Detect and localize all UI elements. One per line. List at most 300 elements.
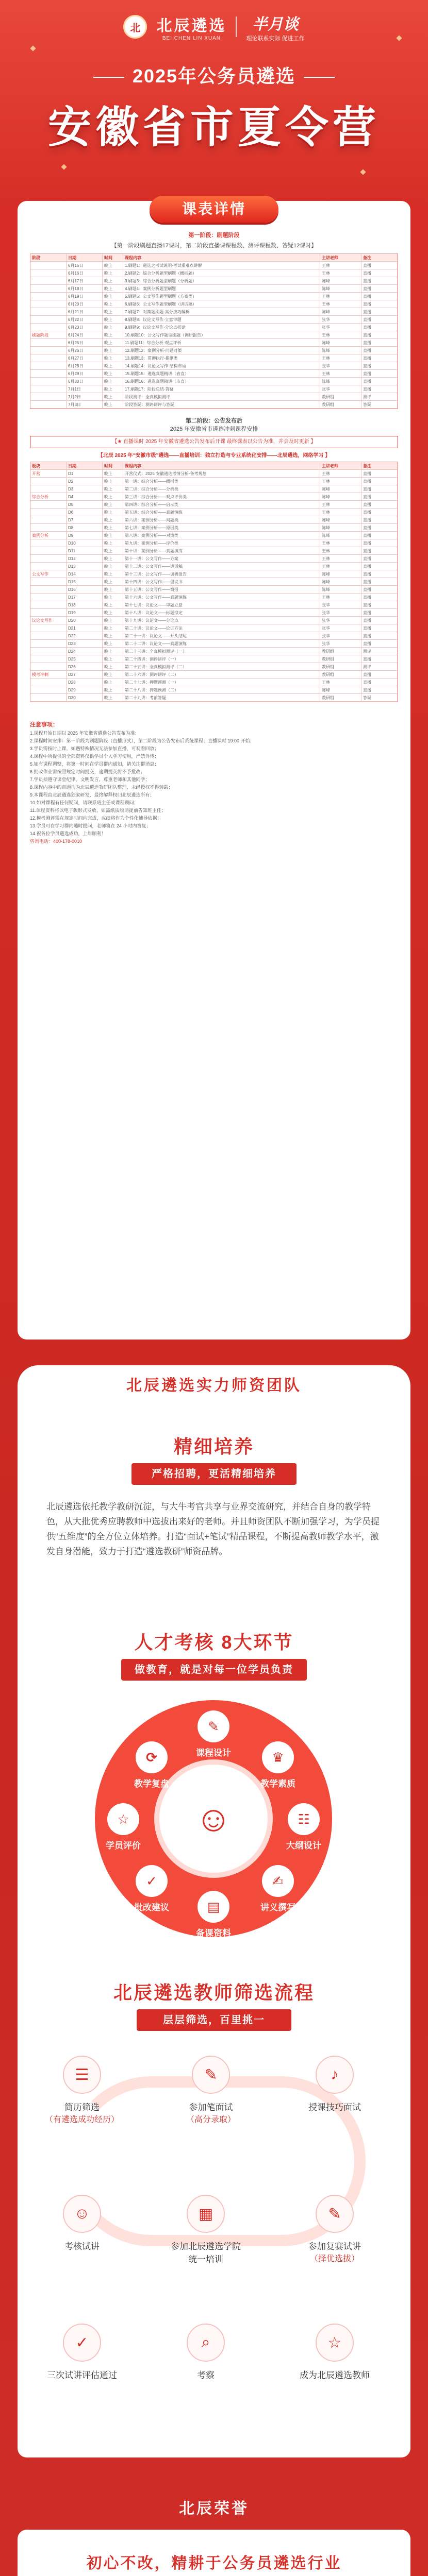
table-cell: 6月15日 — [67, 262, 103, 269]
table-cell — [30, 354, 67, 362]
table-header — [30, 462, 398, 470]
table-cell: 直播 — [361, 601, 398, 608]
note-line: 6.批改作业需按照规定时间提交，逾期提交将不予批改； — [30, 769, 145, 774]
table-row — [30, 648, 398, 655]
table-cell: 晚上 — [103, 316, 123, 323]
table-cell: 6月29日 — [67, 370, 103, 377]
table-cell: D21 — [67, 624, 103, 632]
flow-step — [296, 2056, 373, 2113]
table-row — [30, 655, 398, 663]
table-cell: 张华 — [320, 362, 361, 369]
table-cell — [30, 648, 67, 655]
step-title: 三次试讲评估通过 — [47, 2370, 117, 2380]
step-title: 授课技巧面试 — [308, 2103, 361, 2112]
table-cell: 晚上 — [103, 532, 123, 539]
table-cell: 直播 — [361, 262, 398, 269]
note-line: 5.如有课程调整，将第一时间在学员群内通知，请关注群消息； — [30, 761, 159, 767]
table-cell: D10 — [67, 539, 103, 547]
mascot-icon: ☺ — [154, 1759, 273, 1878]
table-cell: D19 — [67, 609, 103, 616]
table-cell: 晚上 — [103, 300, 123, 308]
table-cell: 测评 — [361, 393, 398, 400]
table-cell: 张华 — [320, 632, 361, 639]
table-cell: 阶段测评：全真模拟测评 — [123, 393, 320, 400]
note-line: 13.学员可在学习群内随时提问，老师将在 24 小时内答复； — [30, 823, 151, 828]
assessment-label: 批改建议 — [134, 1903, 169, 1912]
table-cell: 第二十四讲：测评讲评（一） — [123, 655, 320, 663]
table-cell: 晚上 — [103, 617, 123, 624]
table-cell: 张华 — [320, 316, 361, 323]
table-cell: 教研组 — [320, 401, 361, 408]
assessment-icon: ✓ — [136, 1865, 168, 1897]
table-cell: 第二十七讲：押题预测（一） — [123, 679, 320, 686]
table-cell: 晚上 — [103, 578, 123, 585]
table-cell — [30, 401, 67, 408]
table-row — [30, 393, 398, 401]
table-cell: 6月28日 — [67, 362, 103, 369]
table-cell: 第十六讲：公文写作——真题演练 — [123, 594, 320, 601]
table-cell: 案例分析 — [30, 532, 67, 539]
table-row — [30, 300, 398, 308]
table-row — [30, 624, 398, 632]
table-cell: 陈峰 — [320, 285, 361, 292]
table-row — [30, 532, 398, 539]
table-cell: 晚上 — [103, 609, 123, 616]
table-row — [30, 694, 398, 702]
assessment-icon: ☷ — [288, 1803, 320, 1835]
table-row — [30, 401, 398, 409]
table-cell: 6月18日 — [67, 285, 103, 292]
table-cell — [30, 285, 67, 292]
table-cell — [30, 539, 67, 547]
table-cell: 答疑 — [361, 694, 398, 701]
table-cell: 直播 — [361, 308, 398, 315]
divider — [236, 16, 237, 37]
column-header: 时间 — [103, 254, 123, 261]
assessment-item — [185, 1891, 242, 1939]
table-cell: 6月19日 — [67, 293, 103, 300]
table-cell: 直播 — [361, 470, 398, 477]
table-cell: D7 — [67, 516, 103, 523]
team-card — [18, 1406, 410, 2458]
table-cell: 第二讲：综合分析——分析类 — [123, 485, 320, 493]
table-row — [30, 262, 398, 269]
table-row — [30, 663, 398, 671]
table-cell: 直播 — [361, 655, 398, 663]
table-cell: 王林 — [320, 262, 361, 269]
table-row — [30, 362, 398, 370]
table-cell: D6 — [67, 509, 103, 516]
table-cell: 直播 — [361, 354, 398, 362]
flow-band: 层层筛选，百里挑一 — [137, 2009, 291, 2031]
table-cell: D24 — [67, 648, 103, 655]
stage2-subtitle: 2025 年安徽省市遴选冲刺课程安排 — [170, 426, 258, 432]
table-cell: 直播 — [361, 478, 398, 485]
course-pill: 课表详情 — [150, 196, 278, 223]
table-cell: 直播 — [361, 316, 398, 323]
table-cell: 直播 — [361, 300, 398, 308]
table-cell: 第八讲：案例分析——对策类 — [123, 532, 320, 539]
table-cell: 第二十八讲：押题预测（二） — [123, 686, 320, 693]
table-cell: 第十七讲：议论文——审题立意 — [123, 601, 320, 608]
table-cell: 晚上 — [103, 293, 123, 300]
table-cell — [30, 601, 67, 608]
table-row — [30, 308, 398, 316]
table-cell: 第十八讲：议论文——标题拟定 — [123, 609, 320, 616]
table-cell — [30, 347, 67, 354]
table-row — [30, 617, 398, 624]
table-cell: 直播 — [361, 632, 398, 639]
table-cell: 直播 — [361, 285, 398, 292]
assessment-item — [95, 1803, 152, 1851]
table-cell: D29 — [67, 686, 103, 693]
table-cell — [30, 262, 67, 269]
table-row — [30, 686, 398, 694]
table-cell — [30, 640, 67, 647]
table-cell: 直播 — [361, 524, 398, 531]
table-row — [30, 578, 398, 586]
note-line: 9.本课程由北辰遴选独家研发，最终解释权归北辰遴选所有； — [30, 792, 155, 798]
table-cell: 第十一讲：公文写作——方案 — [123, 555, 320, 562]
table-cell: 张华 — [320, 601, 361, 608]
table-cell: 17.刷题17：阶段总结·答疑 — [123, 385, 320, 393]
table-cell: 直播 — [361, 485, 398, 493]
table-cell: 晚上 — [103, 262, 123, 269]
table-cell — [30, 509, 67, 516]
table-cell — [30, 547, 67, 554]
table-row — [30, 547, 398, 555]
table-cell: 教研组 — [320, 655, 361, 663]
note-line: 7.学员须遵守课堂纪律，文明发言，尊重老师和其他同学； — [30, 777, 150, 782]
table-cell: 晚上 — [103, 524, 123, 531]
table-cell — [30, 563, 67, 570]
table-cell: 王林 — [320, 354, 361, 362]
table-cell: 6月21日 — [67, 308, 103, 315]
table-cell: 直播 — [361, 324, 398, 331]
table-cell — [30, 624, 67, 632]
assessment-item — [275, 1803, 332, 1851]
step-icon: ✎ — [192, 2056, 230, 2094]
table-row — [30, 570, 398, 578]
assessment-icon: ✍ — [262, 1865, 294, 1897]
table-cell: 13.刷题13：贯彻执行·提纲类 — [123, 354, 320, 362]
table-cell — [30, 632, 67, 639]
talent-band: 做教育，就是对每一位学员负责 — [121, 1659, 307, 1681]
table-cell: 第二十一讲：议论文——开头结尾 — [123, 632, 320, 639]
table-cell: 晚上 — [103, 509, 123, 516]
table-cell: D28 — [67, 679, 103, 686]
notice-line-1: 【★ 直播课时 2025 年安徽省遴选公告发布后开课 最终课表以公告为准，并会及时更新 】 — [112, 439, 316, 445]
table-cell — [30, 478, 67, 485]
assessment-icon: ♛ — [262, 1741, 294, 1773]
notice-box — [30, 436, 398, 448]
table-cell: 3.刷题3：综合分析题型刷题（分析题） — [123, 277, 320, 284]
table-cell: D5 — [67, 501, 103, 508]
table-cell: 王林 — [320, 269, 361, 277]
flow-step — [43, 2324, 121, 2381]
table-cell: D23 — [67, 640, 103, 647]
table-cell — [30, 378, 67, 385]
table-cell: 晚上 — [103, 378, 123, 385]
table-cell: 王林 — [320, 594, 361, 601]
table-cell: 张华 — [320, 324, 361, 331]
table-row — [30, 285, 398, 293]
build-paragraph: 北辰遴选依托教学教研沉淀，与大牛考官共享与业界交流研究，并结合自身的教学特色，从大批优秀应聘教师中选拔出来好的老师。并且师资团队不断加强学习，为学员提供“五维度”的全方位立体培养。打造“面试+笔试”精品课程，不断提高教师教学水平，激发自身潜能，致力于打造“遴选教研”师资品牌。 — [46, 1502, 380, 1556]
table-row — [30, 324, 398, 331]
notice-line-2: 【北辰 2025 年“安徽市级”遴选——直播培训：独立打造与专业系统化安排——北辰遴选，网络学习 】 — [97, 453, 331, 459]
assessment-item — [123, 1865, 180, 1913]
table-cell: 晚上 — [103, 362, 123, 369]
table-cell: 晚上 — [103, 339, 123, 346]
table-cell: 直播 — [361, 339, 398, 346]
table-cell: 晚上 — [103, 516, 123, 523]
table-row — [30, 501, 398, 509]
flow-step — [43, 2056, 121, 2125]
flow-step — [296, 2324, 373, 2381]
table-cell: 直播 — [361, 269, 398, 277]
table-cell: 晚上 — [103, 655, 123, 663]
column-header: 主讲老师 — [320, 254, 361, 261]
table-cell: 直播 — [361, 331, 398, 338]
table-cell: 6月23日 — [67, 324, 103, 331]
table-cell: 陈峰 — [320, 339, 361, 346]
table-cell: 第十五讲：公文写作——简报 — [123, 586, 320, 593]
table-cell: 10.刷题10：公文写作题型刷题（调研报告） — [123, 331, 320, 338]
assessment-item — [250, 1741, 306, 1789]
table-cell: 王林 — [320, 300, 361, 308]
table-row — [30, 385, 398, 393]
table-cell: 晚上 — [103, 601, 123, 608]
table-cell — [30, 316, 67, 323]
table-cell: 刷题阶段 — [30, 331, 67, 338]
table-cell: 第九讲：案例分析——评价类 — [123, 539, 320, 547]
table-cell — [30, 516, 67, 523]
table-cell: 9.刷题9：议论文写作·分论点搭建 — [123, 324, 320, 331]
table-cell — [30, 362, 67, 369]
table-cell: 晚上 — [103, 470, 123, 477]
table-cell: 7.刷题7：对策题刷题·高分技巧解析 — [123, 308, 320, 315]
table-cell: 王林 — [320, 501, 361, 508]
table-cell — [30, 679, 67, 686]
step-title: 参加笔面试 — [189, 2103, 233, 2112]
table-row — [30, 478, 398, 485]
assessment-label: 大纲设计 — [286, 1841, 321, 1851]
step-icon: ☆ — [316, 2324, 354, 2362]
table-row — [30, 601, 398, 609]
notes-title: 注意事项： — [30, 722, 58, 728]
table-cell: 第二十二讲：议论文——真题演练 — [123, 640, 320, 647]
table-cell: D22 — [67, 632, 103, 639]
table-row — [30, 609, 398, 617]
table-row — [30, 354, 398, 362]
table-cell: 晚上 — [103, 493, 123, 500]
table-row — [30, 516, 398, 524]
table-cell — [30, 370, 67, 377]
column-header: 板块 — [30, 462, 67, 469]
notes-block — [30, 721, 398, 845]
table-cell: 6月25日 — [67, 339, 103, 346]
table-row — [30, 640, 398, 648]
table-cell — [30, 578, 67, 585]
table-cell: D3 — [67, 485, 103, 493]
table-cell: 直播 — [361, 532, 398, 539]
table-cell: 直播 — [361, 555, 398, 562]
step-title: 参加复赛试讲 — [308, 2242, 361, 2251]
step-title: 考察 — [197, 2370, 215, 2380]
table-cell: 第十四讲：公文写作——倡议书 — [123, 578, 320, 585]
table-cell: D8 — [67, 524, 103, 531]
table-cell: 张华 — [320, 385, 361, 393]
table-row — [30, 555, 398, 563]
table-row — [30, 470, 398, 478]
table-cell: D30 — [67, 694, 103, 701]
assessment-item — [250, 1865, 306, 1913]
table-cell — [30, 269, 67, 277]
table-row — [30, 679, 398, 686]
table-cell: 答疑 — [361, 401, 398, 408]
camp-title: 安徽省市夏令营 — [47, 103, 380, 151]
schedule-table-2 — [30, 462, 398, 702]
talent-heading: 人才考核 8大环节 — [134, 1632, 294, 1653]
table-row — [30, 632, 398, 640]
table-cell: 晚上 — [103, 663, 123, 670]
table-cell: 第二十九讲：考前答疑 — [123, 694, 320, 701]
partner-subtitle: 理论联系实际 促进工作 — [246, 36, 305, 42]
table-row — [30, 539, 398, 547]
table-row — [30, 331, 398, 339]
table-cell: 晚上 — [103, 285, 123, 292]
table-cell: 7月3日 — [67, 401, 103, 408]
step-icon: ▦ — [187, 2195, 225, 2233]
table-cell: 直播 — [361, 509, 398, 516]
table-cell — [30, 586, 67, 593]
note-line: 12.模考测评需在规定时间内完成，成绩将作为个性化辅导依据； — [30, 816, 162, 821]
table-cell: 6月24日 — [67, 331, 103, 338]
course-card — [18, 201, 410, 1340]
step-icon: ☰ — [63, 2056, 101, 2094]
table-cell: 第十二讲：公文写作——讲话稿 — [123, 563, 320, 570]
table-cell: 陈峰 — [320, 308, 361, 315]
table-cell: 直播 — [361, 686, 398, 693]
table-cell: 直播 — [361, 624, 398, 632]
table-cell: 6月26日 — [67, 347, 103, 354]
table-cell: 直播 — [361, 539, 398, 547]
stage1-title: 第一阶段：刷题阶段 — [188, 232, 240, 239]
contact-line: 咨询电话：400-178-0010 — [30, 839, 83, 844]
table-cell: 议论文写作 — [30, 617, 67, 624]
table-cell: D1 — [67, 470, 103, 477]
step-title: 参加北辰遴选学院统一培训 — [171, 2242, 241, 2264]
table-cell: 第七讲：案例分析——原因类 — [123, 524, 320, 531]
stage2-title: 第二阶段：公告发布后 — [186, 418, 242, 424]
table-cell: 直播 — [361, 370, 398, 377]
table-header — [30, 254, 398, 262]
table-cell: D25 — [67, 655, 103, 663]
table-cell: D18 — [67, 601, 103, 608]
table-cell: 教研组 — [320, 671, 361, 678]
table-cell: 张华 — [320, 609, 361, 616]
brand-name: 北辰遴选 — [156, 16, 227, 35]
table-cell: 晚上 — [103, 401, 123, 408]
assessment-item — [185, 1710, 242, 1758]
note-line: 14.祝各位学员遴选成功，上岸顺利！ — [30, 831, 106, 836]
table-cell: 王林 — [320, 293, 361, 300]
table-cell: 模考冲刺 — [30, 671, 67, 678]
table-cell: 王林 — [320, 370, 361, 377]
table-row — [30, 370, 398, 378]
column-header: 备注 — [361, 462, 398, 469]
brand-bar — [0, 11, 428, 42]
table-cell: 直播 — [361, 671, 398, 678]
table-row — [30, 269, 398, 277]
table-cell: 教研组 — [320, 694, 361, 701]
table-row — [30, 277, 398, 285]
table-cell: D11 — [67, 547, 103, 554]
table-cell: 陈峰 — [320, 485, 361, 493]
table-cell: 张华 — [320, 640, 361, 647]
table-cell: 6月27日 — [67, 354, 103, 362]
table-cell: 张华 — [320, 624, 361, 632]
table-cell: 直播 — [361, 362, 398, 369]
table-cell: D12 — [67, 555, 103, 562]
table-cell: 6月30日 — [67, 378, 103, 385]
table-cell: 晚上 — [103, 277, 123, 284]
table-cell — [30, 655, 67, 663]
table-row — [30, 378, 398, 385]
step-icon: ☺ — [63, 2195, 101, 2233]
table-cell: 王林 — [320, 331, 361, 338]
flow-step — [296, 2195, 373, 2264]
table-cell — [30, 339, 67, 346]
table-cell: D13 — [67, 563, 103, 570]
table-cell: 张华 — [320, 617, 361, 624]
table-cell: 直播 — [361, 547, 398, 554]
table-cell: 晚上 — [103, 671, 123, 678]
table-cell: 晚上 — [103, 547, 123, 554]
column-header: 备注 — [361, 254, 398, 261]
table-cell — [30, 300, 67, 308]
table-row — [30, 509, 398, 516]
table-cell: 直播 — [361, 493, 398, 500]
table-cell: 晚上 — [103, 694, 123, 701]
header — [0, 0, 428, 206]
table-cell: 王林 — [320, 470, 361, 477]
table-cell: 王林 — [320, 555, 361, 562]
table-cell: 陈峰 — [320, 570, 361, 578]
table-row — [30, 524, 398, 532]
table-cell: 14.刷题14：议论文写作·结构布局 — [123, 362, 320, 369]
brand-subtitle: BEI CHEN LIN XUAN — [162, 35, 221, 41]
assessment-label: 教学素质 — [260, 1779, 295, 1789]
table-cell: 7月2日 — [67, 393, 103, 400]
assessment-label: 讲义撰写 — [260, 1903, 295, 1912]
table-cell: 晚上 — [103, 586, 123, 593]
table-cell: 4.刷题4：案例分析题型刷题 — [123, 285, 320, 292]
table-cell: D14 — [67, 570, 103, 578]
table-cell: 12.刷题12：案例分析·问题对策 — [123, 347, 320, 354]
table-cell — [30, 555, 67, 562]
table-cell: 6月22日 — [67, 316, 103, 323]
table-cell: 开营 — [30, 470, 67, 477]
table-cell: 直播 — [361, 617, 398, 624]
table-cell: D26 — [67, 663, 103, 670]
table-cell — [30, 385, 67, 393]
table-cell: 第一讲：综合分析——概括类 — [123, 478, 320, 485]
table-row — [30, 316, 398, 324]
table-cell: 第三讲：综合分析——观点评价类 — [123, 493, 320, 500]
table-cell: 直播 — [361, 578, 398, 585]
table-cell: 6月20日 — [67, 300, 103, 308]
